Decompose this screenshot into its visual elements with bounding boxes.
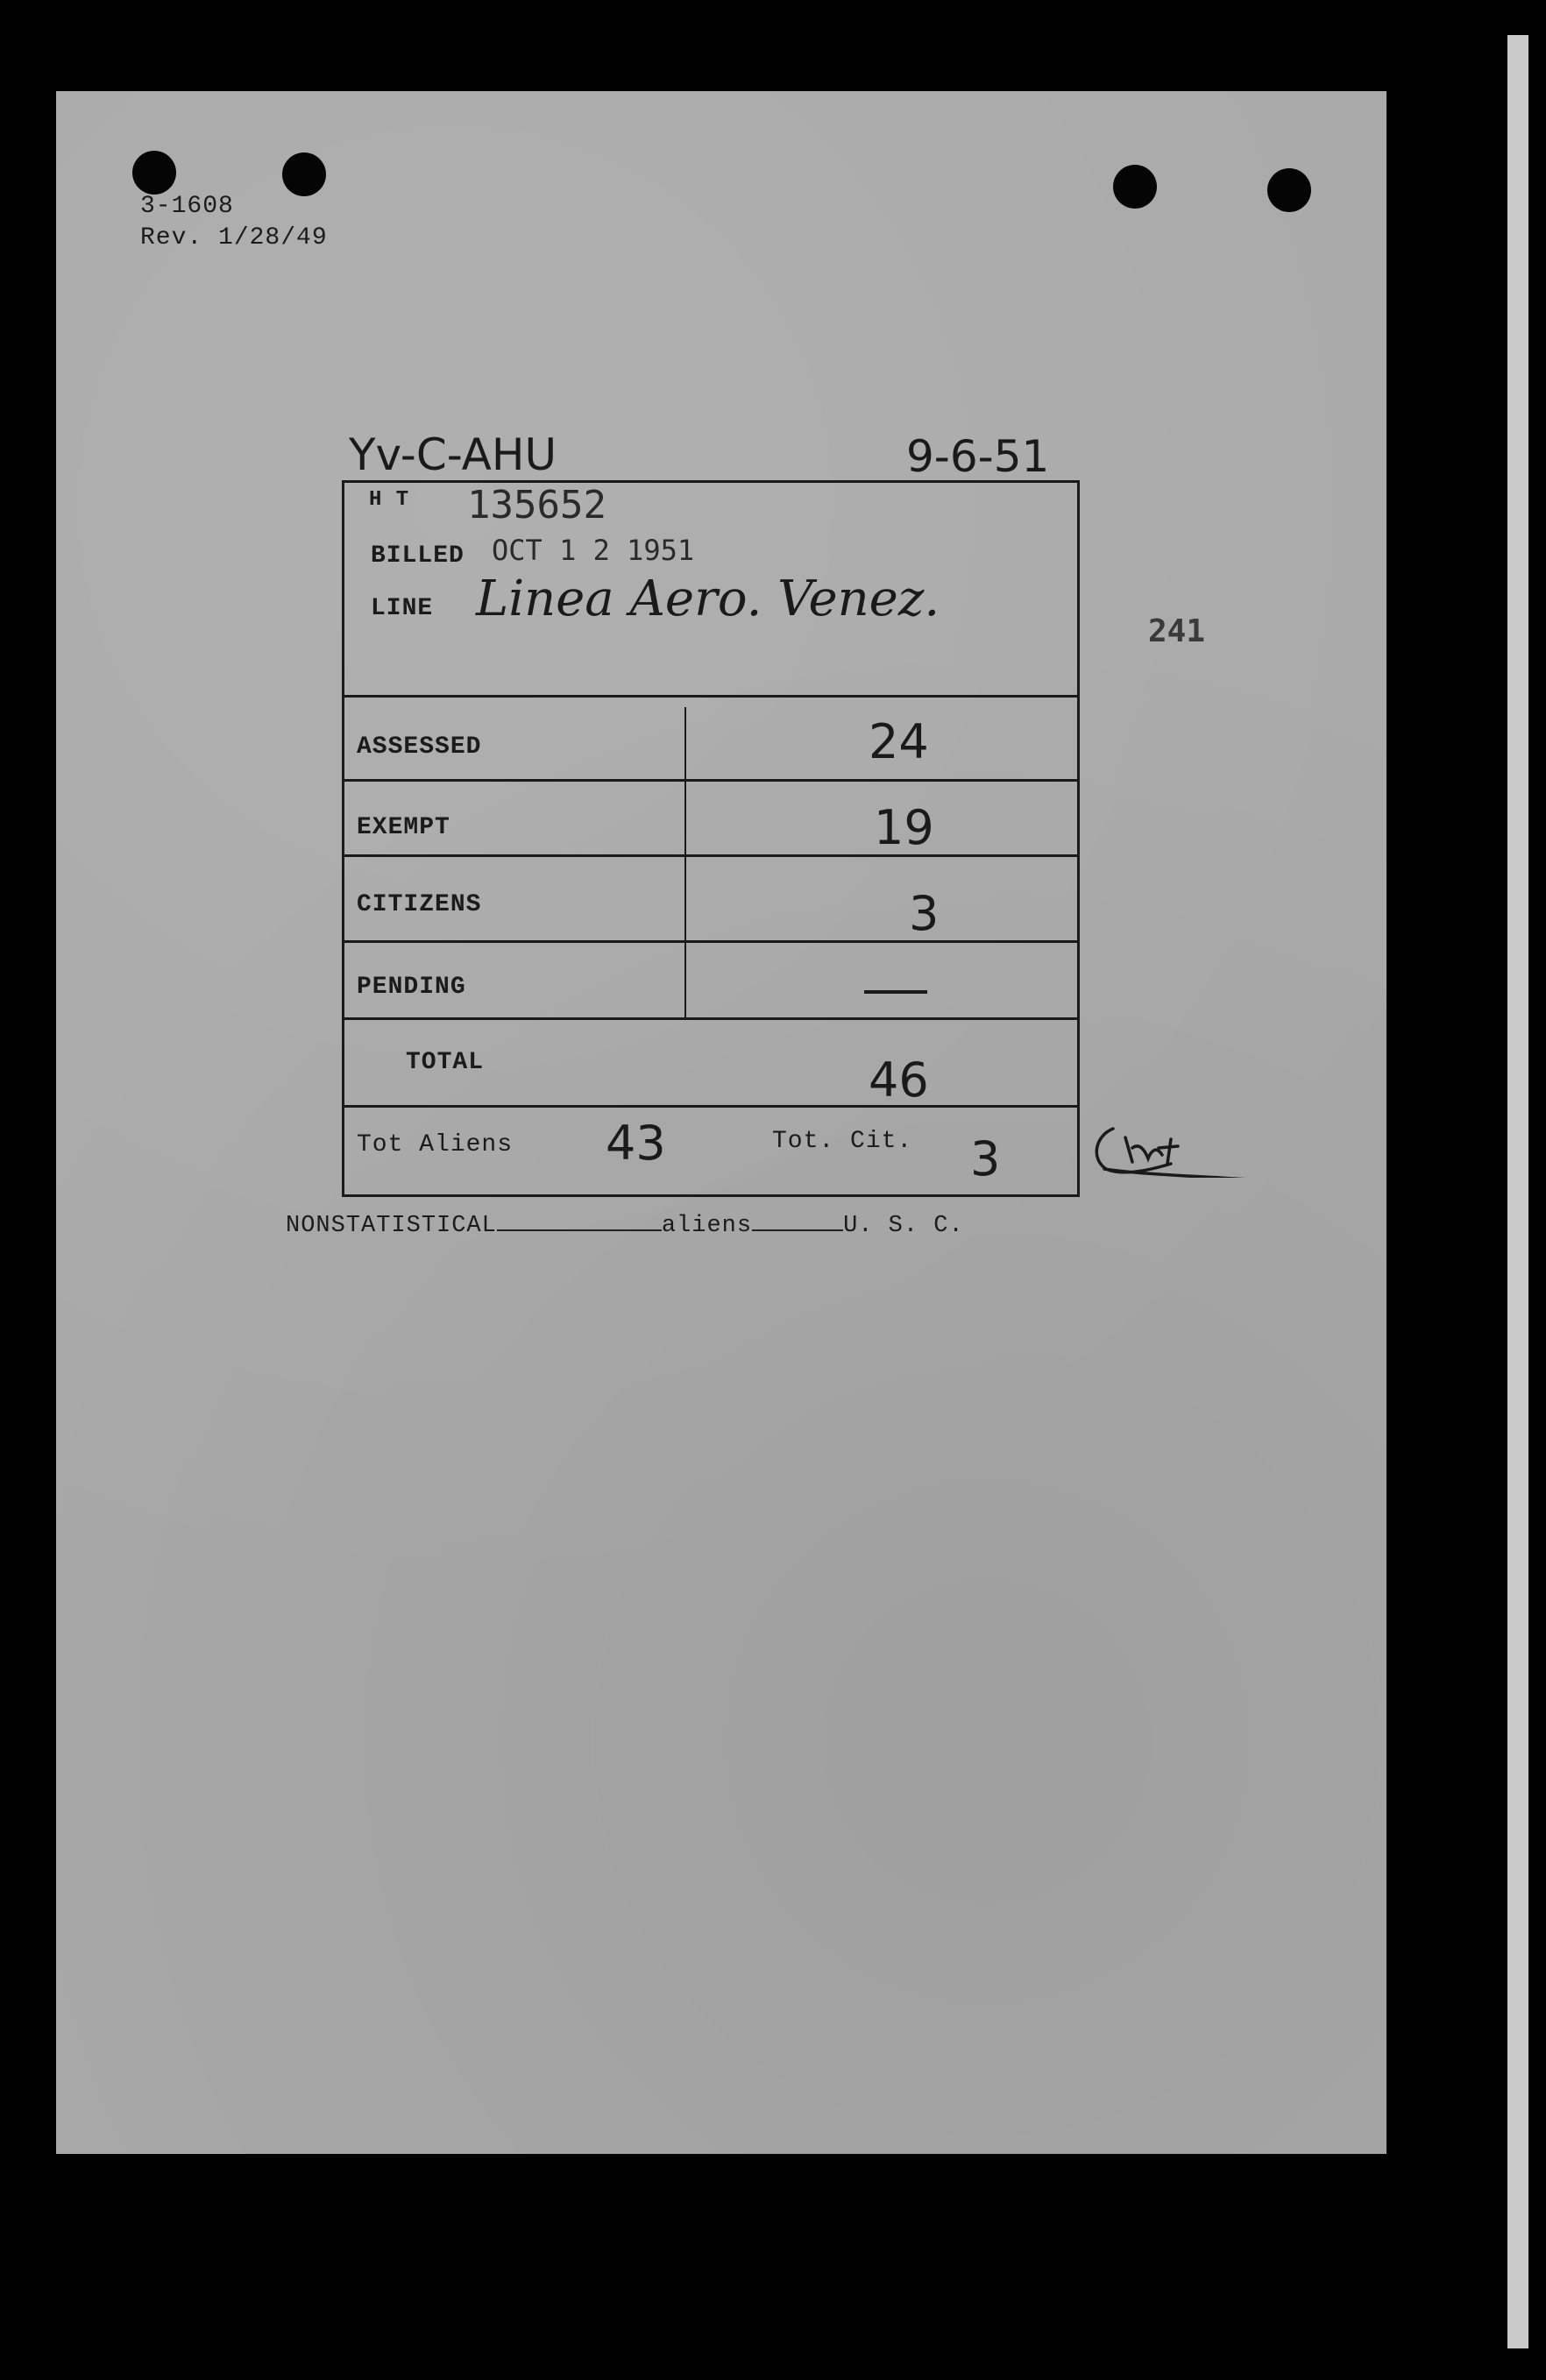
assessed-label: ASSESSED bbox=[357, 733, 482, 761]
form-number: 3-1608 bbox=[140, 193, 234, 220]
tot-aliens-value: 43 bbox=[606, 1116, 666, 1171]
divider bbox=[344, 1105, 1077, 1108]
citizens-label: CITIZENS bbox=[357, 891, 482, 918]
divider bbox=[344, 854, 1077, 857]
page-number-stamp: 241 bbox=[1148, 613, 1206, 649]
form-revision: Rev. 1/28/49 bbox=[140, 224, 328, 251]
assessed-value: 24 bbox=[869, 714, 929, 769]
aliens-label: aliens bbox=[661, 1213, 753, 1239]
exempt-label: EXEMPT bbox=[357, 814, 450, 841]
billed-date-stamp: OCT 1 2 1951 bbox=[492, 534, 695, 567]
line-label: LINE bbox=[371, 595, 434, 622]
manifest-form bbox=[342, 480, 1080, 1197]
pending-label: PENDING bbox=[357, 974, 466, 1001]
exempt-value: 19 bbox=[874, 800, 934, 855]
ht-label: H T bbox=[369, 488, 410, 512]
punch-hole-4 bbox=[1267, 168, 1311, 212]
ht-number: 135652 bbox=[467, 483, 606, 528]
citizens-value: 3 bbox=[909, 886, 940, 941]
column-divider bbox=[684, 707, 686, 1017]
total-label: TOTAL bbox=[406, 1049, 485, 1076]
adjacent-page-edge bbox=[1507, 35, 1528, 2348]
punch-hole-2 bbox=[282, 152, 326, 196]
handwritten-date: 9-6-51 bbox=[906, 431, 1050, 482]
tot-aliens-label: Tot Aliens bbox=[357, 1131, 514, 1158]
billed-label: BILLED bbox=[371, 542, 465, 570]
usc-label: U. S. C. bbox=[843, 1213, 964, 1239]
divider bbox=[344, 779, 1077, 782]
nonstatistical-line bbox=[286, 1213, 964, 1239]
divider bbox=[344, 940, 1077, 943]
aliens-blank bbox=[752, 1229, 843, 1231]
pending-dash bbox=[864, 990, 927, 994]
punch-hole-1 bbox=[132, 151, 176, 195]
tot-cit-value: 3 bbox=[970, 1131, 1001, 1186]
divider bbox=[344, 695, 1077, 698]
inspector-initials-signature bbox=[1087, 1123, 1253, 1178]
divider bbox=[344, 1017, 1077, 1020]
tot-cit-label: Tot. Cit. bbox=[772, 1128, 913, 1155]
nonstatistical-label: NONSTATISTICAL bbox=[286, 1213, 497, 1239]
punch-hole-3 bbox=[1113, 165, 1157, 209]
aircraft-registration: Yv-C-AHU bbox=[349, 429, 557, 480]
nonstatistical-blank bbox=[497, 1229, 662, 1231]
airline-name: Linea Aero. Venez. bbox=[476, 570, 940, 627]
total-value: 46 bbox=[869, 1052, 929, 1108]
